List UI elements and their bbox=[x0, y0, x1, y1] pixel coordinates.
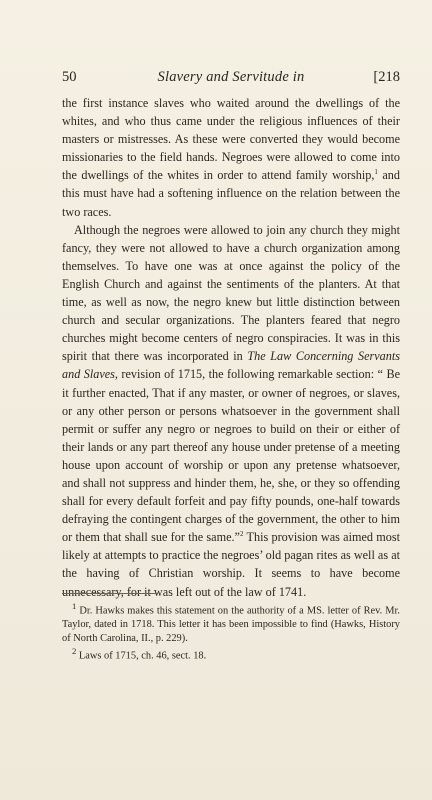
footnote-divider bbox=[62, 593, 158, 594]
footnotes bbox=[62, 600, 400, 663]
footnote-marker-1: 1 bbox=[72, 601, 77, 611]
footnote-marker-2: 2 bbox=[72, 646, 77, 657]
law-title: The Law Concerning Servants and Slaves, bbox=[62, 349, 400, 382]
footnote-1-text: Dr. Hawks makes this statement on the authority of a MS. letter of Rev. Mr. Taylor, dated in 1718. This letter it has been impossible to find (Hawks, History of North Carolina, II., p. 229). bbox=[62, 605, 400, 644]
footnote-2-text: Laws of 1715, ch. 46, sect. 18. bbox=[76, 650, 207, 662]
footnote-ref-1: 1 bbox=[374, 168, 378, 177]
paragraph-2 bbox=[62, 221, 400, 601]
page-header bbox=[62, 68, 400, 86]
paragraph-1-end: and this must have had a softening influence on the relation between the two races. bbox=[62, 168, 400, 219]
paragraph-2-text-b: revision of 1715, the following remarkable section: “ Be it further enacted, That if any master, or owner of negroes, or slaves, or any other person or persons whatsoever in the government shall permit or suffer any negro or negroes to build on their or either of their lands or any part thereof any house under pretense of a meeting house upon account of worship or upon any pretense whatsoever, and shall not suppress and hinder them, he, she, or they so offending shall for every default forfeit and pay fifty pounds, one-half towards defraying the contingent charges of the government, the other to him or them that shall sue for the same.” bbox=[62, 367, 400, 545]
main-text bbox=[62, 94, 400, 601]
footnote-ref-2: 2 bbox=[239, 530, 244, 539]
paragraph-2-text-a: Although the negroes were allowed to join any church they might fancy, they were not allowed to have a church organization among themselves. To have one was at once against the policy of the English Church and against the sentiments of the planters. At that time, as well as now, the negro knew but little distinction between church and secular organizations. The planters feared that negro churches might become centers of negro conspiracies. It was in this spirit that there was incorporated in bbox=[62, 222, 400, 364]
paragraph-1-text: the first instance slaves who waited around the dwellings of the whites, and who thus came under the religious influences of their masters or mistresses. As these were converted they would become missionaries to the field hands. Negroes were allowed to come into the dwellings of the whites in order to attend family worship, bbox=[62, 96, 400, 183]
paragraph-1 bbox=[62, 94, 400, 221]
page-number: 50 bbox=[62, 69, 77, 85]
footnote-2 bbox=[62, 645, 400, 663]
paragraph-2-text-c: This provision was aimed most likely at attempts to practice the negroes’ old pagan rites as well as at the having of Christian worship. It seems to have become unnecessary, for it was left out of the law of 1741. bbox=[62, 530, 400, 599]
footnote-1 bbox=[62, 600, 400, 645]
running-title: Slavery and Servitude in bbox=[157, 69, 305, 85]
original-page-marker: [218 bbox=[373, 69, 400, 85]
